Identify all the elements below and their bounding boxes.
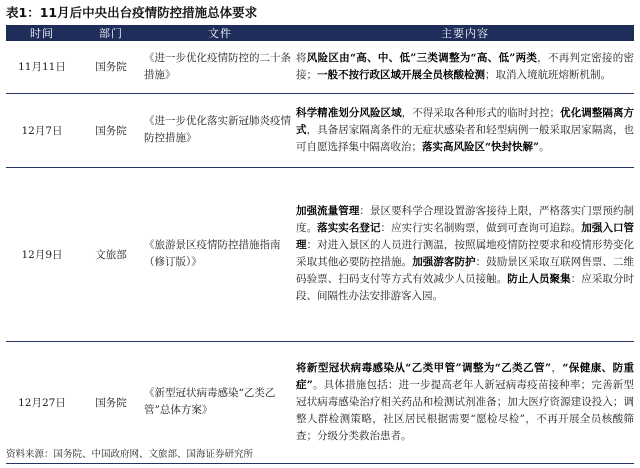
content-emphasis: 加强入口管理 bbox=[296, 222, 635, 251]
row-date: 12月7日 bbox=[6, 93, 78, 167]
content-emphasis: 加强游客防护 bbox=[412, 256, 476, 268]
content-emphasis: 落实实名登记 bbox=[317, 222, 381, 234]
content-text: ：对进入景区的人员进行测温，按照属地疫情防控要求和疫情形势变化采取其他必要防控措施。 bbox=[296, 239, 635, 268]
content-emphasis: 风险区由“高、中、低”三类调整为“高、低”两类 bbox=[306, 51, 538, 64]
content-text: ：应实行实名制购票，做到可查询可追踪。 bbox=[380, 222, 582, 234]
row-content bbox=[296, 167, 634, 341]
content-emphasis: 将新型冠状病毒感染从“乙类甲管”调整为“乙类乙管” bbox=[296, 361, 551, 374]
row-dept: 国务院 bbox=[78, 41, 144, 93]
content-emphasis: 优化调整隔离方式 bbox=[296, 106, 635, 136]
content-emphasis: “保健康、防重症” bbox=[296, 361, 634, 391]
content-text: ， bbox=[551, 361, 563, 374]
content-text: ，不得采取各种形式的临时封控； bbox=[401, 106, 561, 119]
content-emphasis: 落实高风险区“快封快解” bbox=[422, 140, 540, 153]
row-dept: 国务院 bbox=[78, 341, 144, 463]
content-text: ：鼓励景区采取互联网售票、二维码验票、扫码支付等方式有效减少人员接触。 bbox=[296, 256, 635, 285]
row-dept: 文旅部 bbox=[78, 167, 144, 341]
row-date: 11月11日 bbox=[6, 41, 78, 93]
row-doc: 《进一步优化疫情防控的二十条措施》 bbox=[144, 51, 291, 81]
header-content: 主要内容 bbox=[296, 25, 634, 41]
row-dept: 国务院 bbox=[78, 93, 144, 167]
row-content bbox=[296, 93, 634, 167]
row-doc: 《旅游景区疫情防控措施指南（修订版）》 bbox=[144, 239, 281, 268]
content-emphasis: 防止人员聚集 bbox=[507, 273, 571, 285]
content-emphasis: 一般不按行政区域开展全员核酸检测 bbox=[317, 68, 485, 81]
measures-table bbox=[6, 25, 634, 464]
row-date: 12月27日 bbox=[6, 341, 78, 463]
content-emphasis: 加强流量管理 bbox=[296, 205, 360, 217]
row-doc: 《新型冠状病毒感染“乙类乙管”总体方案》 bbox=[144, 387, 276, 416]
content-text: ：景区要科学合理设置游客接待上限，严格落实门票预约制度。 bbox=[296, 205, 635, 234]
source-note: 资料来源：国务院、中国政府网、文旅部、国海证券研究所 bbox=[6, 449, 254, 460]
content-text: 。具体措施包括：进一步提高老年人新冠病毒疫苗接种率；完善新型冠状病毒感染治疗相关药品和检测试剂准备；加大医疗资源建设投入；调整人群检测策略，社区居民根据需要“愿检尽检”，不再开展全员核酸筛查；分级分类救治患者。 bbox=[296, 378, 634, 442]
row-date: 12月9日 bbox=[6, 167, 78, 341]
header-doc: 文件 bbox=[144, 25, 296, 41]
header-row bbox=[6, 25, 634, 41]
header-date: 时间 bbox=[6, 25, 78, 41]
header-dept: 部门 bbox=[78, 25, 144, 41]
table-row bbox=[6, 93, 634, 167]
content-text: ；取消入境航班熔断机制。 bbox=[485, 68, 611, 81]
content-text: ，不再判定密接的密接； bbox=[296, 51, 635, 81]
table-title: 表1：11月后中央出台疫情防控措施总体要求 bbox=[6, 5, 258, 20]
row-content bbox=[296, 41, 634, 93]
table-row bbox=[6, 167, 634, 341]
content-emphasis: 科学精准划分风险区域 bbox=[296, 106, 402, 119]
content-text: 。 bbox=[539, 140, 550, 153]
row-content bbox=[296, 341, 634, 463]
content-text: ，具备居家隔离条件的无症状感染者和轻型病例一般采取居家隔离，也可自愿选择集中隔离收治； bbox=[296, 123, 635, 153]
table-row bbox=[6, 341, 634, 463]
row-doc: 《进一步优化落实新冠肺炎疫情防控措施》 bbox=[144, 115, 291, 144]
table-row bbox=[6, 41, 634, 93]
content-text: 将 bbox=[296, 51, 307, 64]
content-text: ：应采取分时段、间隔性办法安排游客入园。 bbox=[296, 273, 635, 302]
